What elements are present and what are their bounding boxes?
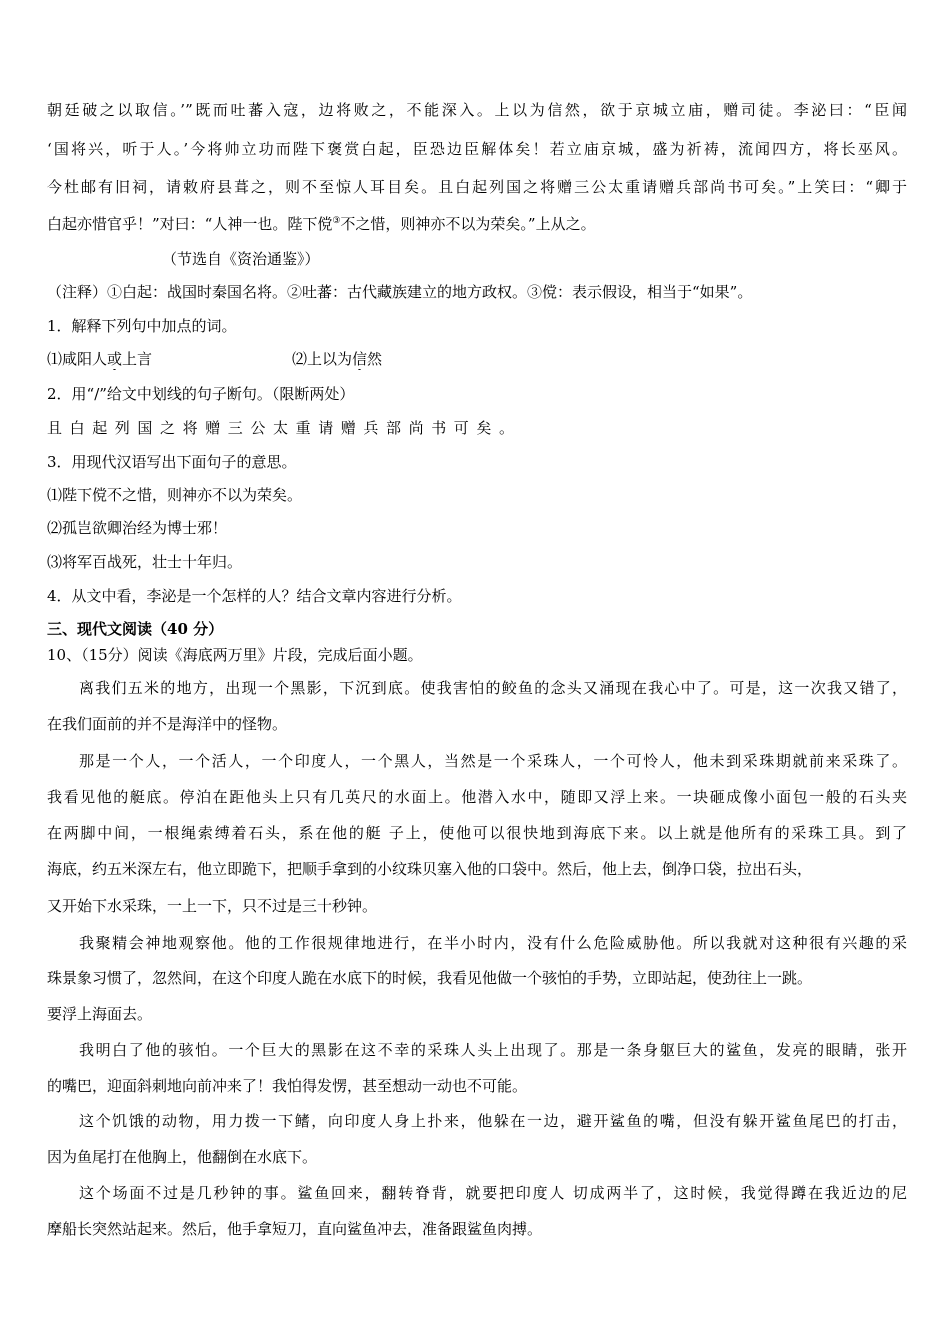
modern-text-line: 我明白了他的骇怕。一个巨大的黑影在这不幸的采珠人头上出现了。那是一条身躯巨大的鲨鱼，发亮的眼睛，张开 [79,1041,907,1059]
question-3-stem: 3．用现代汉语写出下面句子的意思。 [47,453,297,471]
modern-text-line: 那是一个人，一个活人，一个印度人，一个黑人，当然是一个采珠人，一个可怜人，他未到采珠期就前来采珠了。 [79,752,907,770]
modern-text-line: 要浮上海面去。 [47,1005,153,1023]
modern-text-line: 这个饥饿的动物，用力拨一下鳍，向印度人身上扑来，他躲在一边，避开鲨鱼的嘴，但没有躲开鲨鱼尾巴的打击， [79,1112,907,1130]
modern-text-line: 的嘴巴，迎面斜刺地向前冲来了！我怕得发愣，甚至想动一动也不可能。 [47,1077,528,1095]
notes: （注释）①白起：战国时秦国名将。②吐蕃：古代藏族建立的地方政权。③傥：表示假设，相当于“如果”。 [47,283,753,301]
classical-text-line: ‘国将兴，听于人。’今将帅立功而陛下褒赏白起，臣恐边臣解体矣！若立庙京城，盛为祈祷，流闻四方，将长巫风。 [47,140,907,158]
classical-text-line: 朝廷破之以取信。’”既而吐蕃入寇，边将败之，不能深入。上以为信然，欲于京城立庙，赠司徒。李泌曰：“臣闻 [47,101,907,119]
question-3-item: ⑶将军百战死，壮士十年归。 [47,553,243,571]
modern-text-line: 离我们五米的地方，出现一个黑影，下沉到底。使我害怕的鲛鱼的念头又涌现在我心中了。可是，这一次我又错了， [79,679,907,697]
question-2-sentence: 且白起列国之将赠三公太重请赠兵部尚书可矣。 [47,419,522,437]
source-citation: （节选自《资治通鉴》） [162,250,320,268]
question-1-stem: 1．解释下列句中加点的词。 [47,317,237,335]
section-heading: 三、现代文阅读（40 分） [47,620,224,638]
question-1-items [47,348,547,370]
q1-item-b [292,348,537,370]
question-10-stem: 10、（15分）阅读《海底两万里》片段，完成后面小题。 [47,646,423,664]
modern-text-line: 在我们面前的并不是海洋中的怪物。 [47,715,288,733]
dotted-word: 或 [107,350,123,368]
classical-text-line: 今杜邮有旧祠，请敕府县葺之，则不至惊人耳目矣。且白起列国之将赠三公太重请赠兵部尚书可矣。”上笑曰：“卿于 [47,178,907,196]
modern-text-line: 在两脚中间，一根绳索缚着石头，系在他的艇 子上，使他可以很快地到海底下来。以上就是他所有的采珠工具。到了 [47,824,907,842]
footnote-ref: ③ [332,216,341,226]
text-segment: 不之惜，则神亦不以为荣矣。”上从之。 [340,215,596,233]
classical-text-line [47,213,907,235]
question-3-item: ⑴陛下傥不之惜，则神亦不以为荣矣。 [47,486,303,504]
annotation-mark [332,215,340,233]
modern-text-line: 海底，约五米深左右，他立即跪下，把顺手拿到的小纹珠贝塞入他的口袋中。然后，他上去，倒净口袋，拉出石头， [47,860,813,878]
modern-text-line: 又开始下水采珠，一上一下，只不过是三十秒钟。 [47,897,378,915]
q1-item-a [47,348,292,370]
text-segment: ⑵上以为 [292,350,353,368]
modern-text-line: 珠景象习惯了，忽然间，在这个印度人跪在水底下的时候，我看见他做一个骇怕的手势，立即站起，使劲往上一跳。 [47,969,813,987]
modern-text-line: 我看见他的艇底。停泊在距他头上只有几英尺的水面上。他潜入水中，随即又浮上来。一块砸成像小面包一般的石头夹 [47,788,907,806]
modern-text-line: 我聚精会神地观察他。他的工作很规律地进行，在半小时内，没有什么危险威胁他。所以我就对这种很有兴趣的采 [79,934,907,952]
text-segment: 白起亦惜官乎！”对曰：“人神一也。陛下傥 [47,215,333,233]
text-segment: 然 [367,350,383,368]
question-4-stem: 4．从文中看，李泌是一个怎样的人？结合文章内容进行分析。 [47,587,462,605]
modern-text-line: 摩船长突然站起来。然后，他手拿短刀，直向鲨鱼冲去，准备跟鲨鱼肉搏。 [47,1220,543,1238]
text-segment: ⑴咸阳人 [47,350,108,368]
modern-text-line: 因为鱼尾打在他胸上，他翻倒在水底下。 [47,1148,318,1166]
modern-text-line: 这个场面不过是几秒钟的事。鲨鱼回来，翻转脊背，就要把印度人 切成两半了，这时候，我觉得蹲在我近边的尼 [79,1184,907,1202]
question-2-stem: 2．用“/”给文中划线的句子断句。（限断两处） [47,385,355,403]
dotted-word: 信 [352,350,368,368]
question-3-item: ⑵孤岂欲卿治经为博士邪！ [47,519,228,537]
text-segment: 上言 [122,350,153,368]
